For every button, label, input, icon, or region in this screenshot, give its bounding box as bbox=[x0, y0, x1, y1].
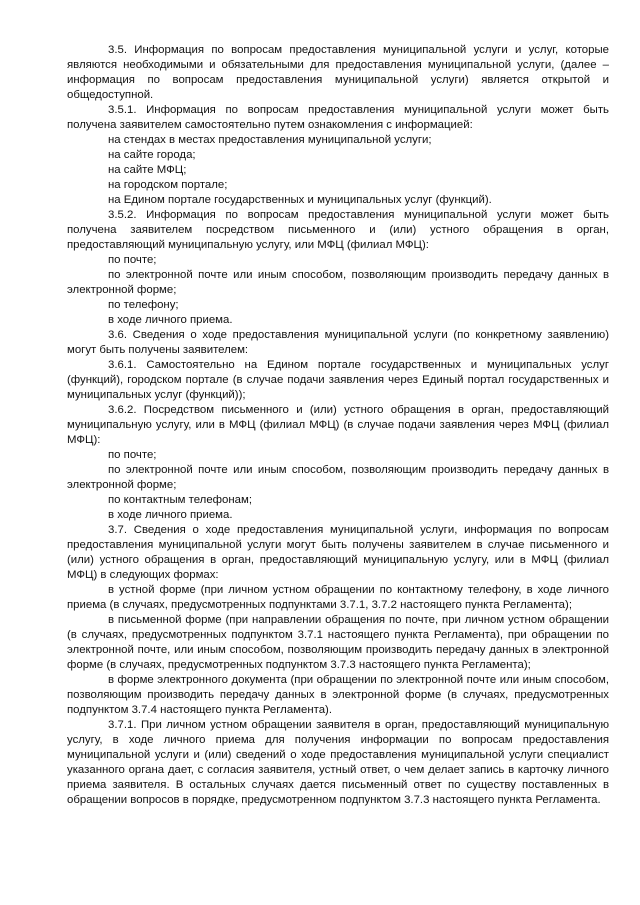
list-item: в ходе личного приема. bbox=[108, 314, 233, 326]
list-item: на сайте МФЦ; bbox=[108, 164, 187, 176]
paragraph-3-6-2: 3.6.2. Посредством письменного и (или) устного обращения в орган, предоставляющий муниципальную услугу, или в МФЦ (филиал МФЦ) (в случае подачи заявления через МФЦ (филиал МФЦ): bbox=[67, 404, 609, 446]
paragraph-3-5-2: 3.5.2. Информация по вопросам предоставления муниципальной услуги может быть получена заявителем посредством письменного и (или) устного обращения в орган, предоставляющий муниципальную услугу, или МФЦ (филиал МФЦ): bbox=[67, 209, 609, 251]
list-item: в ходе личного приема. bbox=[108, 509, 233, 521]
paragraph-3-6: 3.6. Сведения о ходе предоставления муниципальной услуги (по конкретному заявлению) могут быть получены заявителем: bbox=[67, 329, 609, 356]
list-item: по телефону; bbox=[108, 299, 179, 311]
paragraph-3-7: 3.7. Сведения о ходе предоставления муниципальной услуги, информация по вопросам предоставления муниципальной услуги могут быть получены заявителем в случае письменного и (или) устного обращения в орган, предоставляющий муниципальную услугу, или в МФЦ (филиал МФЦ) в следующих формах: bbox=[67, 524, 609, 581]
paragraph-3-5: 3.5. Информация по вопросам предоставления муниципальной услуги и услуг, которые являются необходимыми и обязательными для предоставления муниципальной услуги, (далее – информация по вопросам предоставления муниципальной услуги) является открытой и общедоступной. bbox=[67, 44, 609, 101]
list-item: в устной форме (при личном устном обращении по контактному телефону, в ходе личного приема (в случаях, предусмотренных подпунктами 3.7.1, 3.7.2 настоящего пункта Регламента); bbox=[67, 584, 609, 611]
list-item: по почте; bbox=[108, 254, 157, 266]
list-item: в форме электронного документа (при обращении по электронной почте или иным способом, позволяющим производить передачу данных в электронной форме (в случаях, предусмотренных подпунктом 3.7.4 настоящего пункта Регламента). bbox=[67, 674, 609, 716]
list-item: на Едином портале государственных и муниципальных услуг (функций). bbox=[108, 194, 492, 206]
list-item: на стендах в местах предоставления муниципальной услуги; bbox=[108, 134, 432, 146]
list-item: по контактным телефонам; bbox=[108, 494, 252, 506]
list-item: на сайте города; bbox=[108, 149, 196, 161]
paragraph-3-6-1: 3.6.1. Самостоятельно на Едином портале государственных и муниципальных услуг (функций), городском портале (в случае подачи заявления через Единый портал государственных и муниципальных услуг (функций)); bbox=[67, 359, 609, 401]
list-item: по почте; bbox=[108, 449, 157, 461]
paragraph-3-7-1: 3.7.1. При личном устном обращении заявителя в орган, предоставляющий муниципальную услугу, в ходе личного приема для получения информации по вопросам предоставления муниципальной услуги и (или) сведений о ходе предоставления муниципальной услуги специалист указанного органа дает, с согласия заявителя, устный ответ, о чем делает запись в карточку личного приема заявителя. В остальных случаях дается письменный ответ по существу поставленных в обращении вопросов в порядке, предусмотренном подпунктом 3.7.3 настоящего пункта Регламента. bbox=[67, 719, 609, 806]
list-item: по электронной почте или иным способом, позволяющим производить передачу данных в электронной форме; bbox=[67, 464, 609, 491]
list-item: на городском портале; bbox=[108, 179, 228, 191]
paragraph-3-5-1: 3.5.1. Информация по вопросам предоставления муниципальной услуги может быть получена заявителем самостоятельно путем ознакомления с информацией: bbox=[67, 104, 609, 131]
list-item: в письменной форме (при направлении обращения по почте, при личном устном обращении (в случаях, предусмотренных подпунктом 3.7.1 настоящего пункта Регламента), при обращении по электронной почте, или иным способом, позволяющим производить передачу данных в электронной форме (в случаях, предусмотренных подпунктом 3.7.3 настоящего пункта Регламента); bbox=[67, 614, 609, 671]
list-item: по электронной почте или иным способом, позволяющим производить передачу данных в электронной форме; bbox=[67, 269, 609, 296]
document-page bbox=[67, 43, 609, 808]
